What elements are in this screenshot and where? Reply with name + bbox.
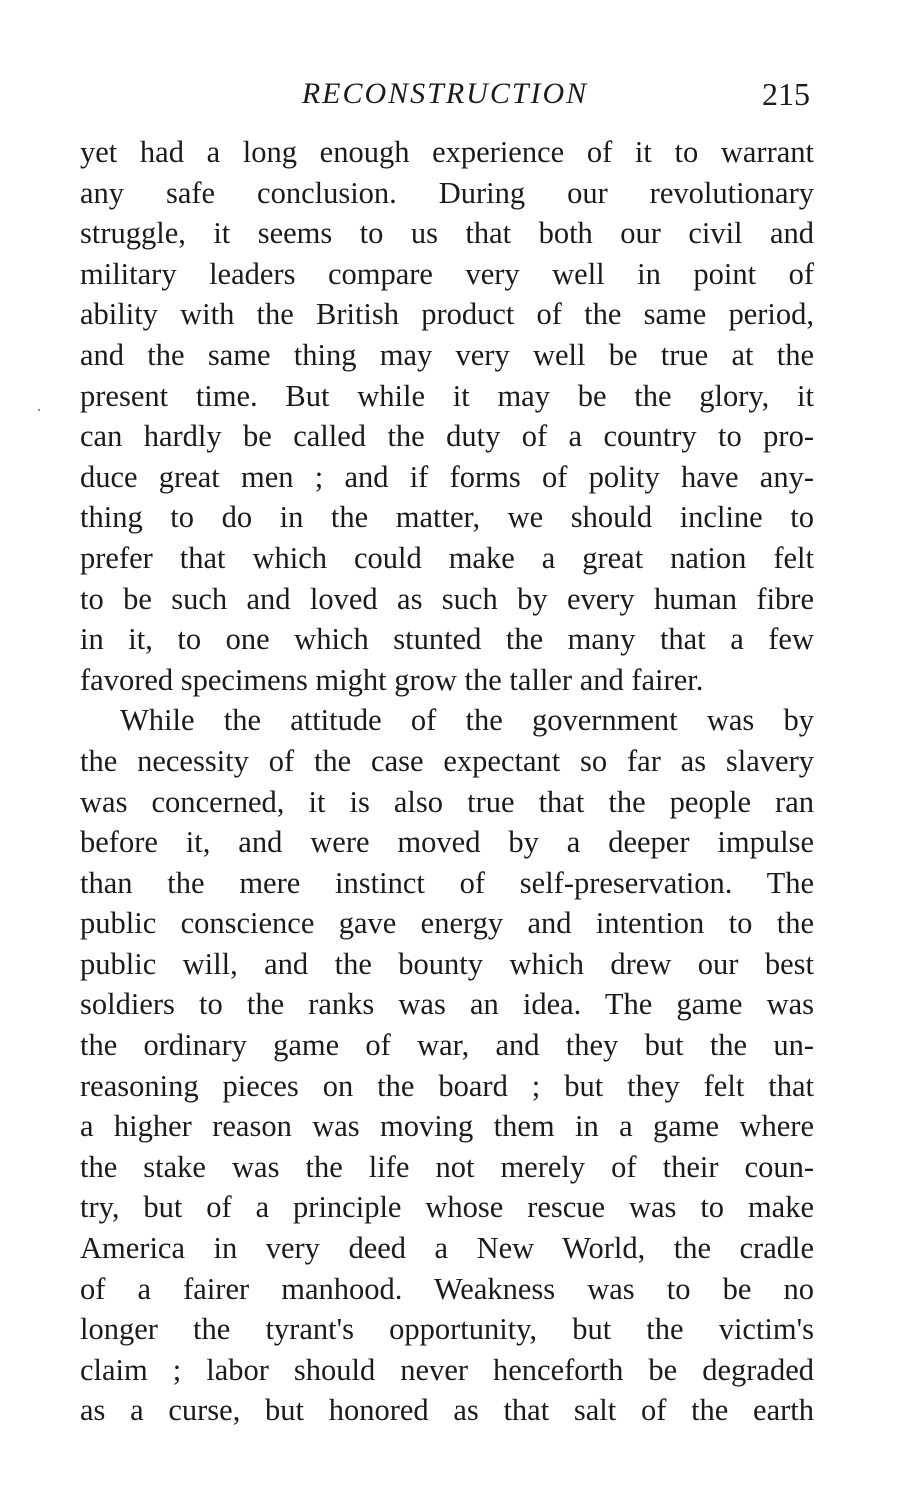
margin-speck (38, 409, 40, 411)
text-line: before it, and were moved by a deeper impulse (80, 825, 814, 860)
text-line: reasoning pieces on the board ; but they felt that (80, 1068, 814, 1103)
text-line: claim ; labor should never henceforth be degraded (80, 1352, 814, 1387)
text-line: to be such and loved as such by every human fibre (80, 581, 814, 616)
text-line: yet had a long enough experience of it to warrant (80, 135, 814, 169)
text-line: present time. But while it may be the glory, it (80, 378, 814, 413)
text-line: was concerned, it is also true that the people ran (80, 784, 814, 819)
text-line: public will, and the bounty which drew our best (80, 946, 814, 981)
text-line: any safe conclusion. During our revolutionary (80, 175, 814, 210)
text-line: ability with the British product of the same period, (80, 297, 814, 332)
text-line: than the mere instinct of self-preservation. The (80, 865, 814, 900)
text-line: military leaders compare very well in point of (80, 256, 814, 291)
text-line: prefer that which could make a great nation felt (80, 540, 814, 575)
text-line: as a curse, but honored as that salt of the earth (80, 1393, 814, 1428)
text-line: public conscience gave energy and intention to the (80, 906, 814, 941)
text-line: duce great men ; and if forms of polity have any- (80, 459, 814, 494)
text-line: and the same thing may very well be true at the (80, 337, 814, 372)
text-line: struggle, it seems to us that both our civil and (80, 216, 814, 251)
text-line: America in very deed a New World, the cradle (80, 1231, 814, 1266)
text-line: the necessity of the case expectant so far as slavery (80, 743, 814, 778)
text-line: soldiers to the ranks was an idea. The game was (80, 987, 814, 1022)
text-line: favored specimens might grow the taller and fairer. (80, 662, 704, 697)
text-line: of a fairer manhood. Weakness was to be no (80, 1271, 814, 1306)
text-line: in it, to one which stunted the many that a few (80, 622, 814, 657)
text-line: thing to do in the matter, we should incline to (80, 500, 814, 535)
page-number: 215 (762, 76, 810, 112)
paragraph-1 (80, 132, 814, 700)
text-line: While the attitude of the government was by (120, 703, 814, 738)
running-title: RECONSTRUCTION (301, 77, 589, 110)
text-line: longer the tyrant's opportunity, but the victim's (80, 1312, 814, 1347)
text-line: the stake was the life not merely of their coun- (80, 1149, 814, 1184)
text-line: a higher reason was moving them in a game where (80, 1109, 814, 1144)
running-head (80, 72, 810, 116)
text-line: the ordinary game of war, and they but the un- (80, 1028, 814, 1063)
text-line: can hardly be called the duty of a country to pro- (80, 419, 814, 454)
paragraph-2 (80, 700, 814, 1431)
body-text (80, 132, 814, 1431)
text-line: try, but of a principle whose rescue was to make (80, 1190, 814, 1225)
